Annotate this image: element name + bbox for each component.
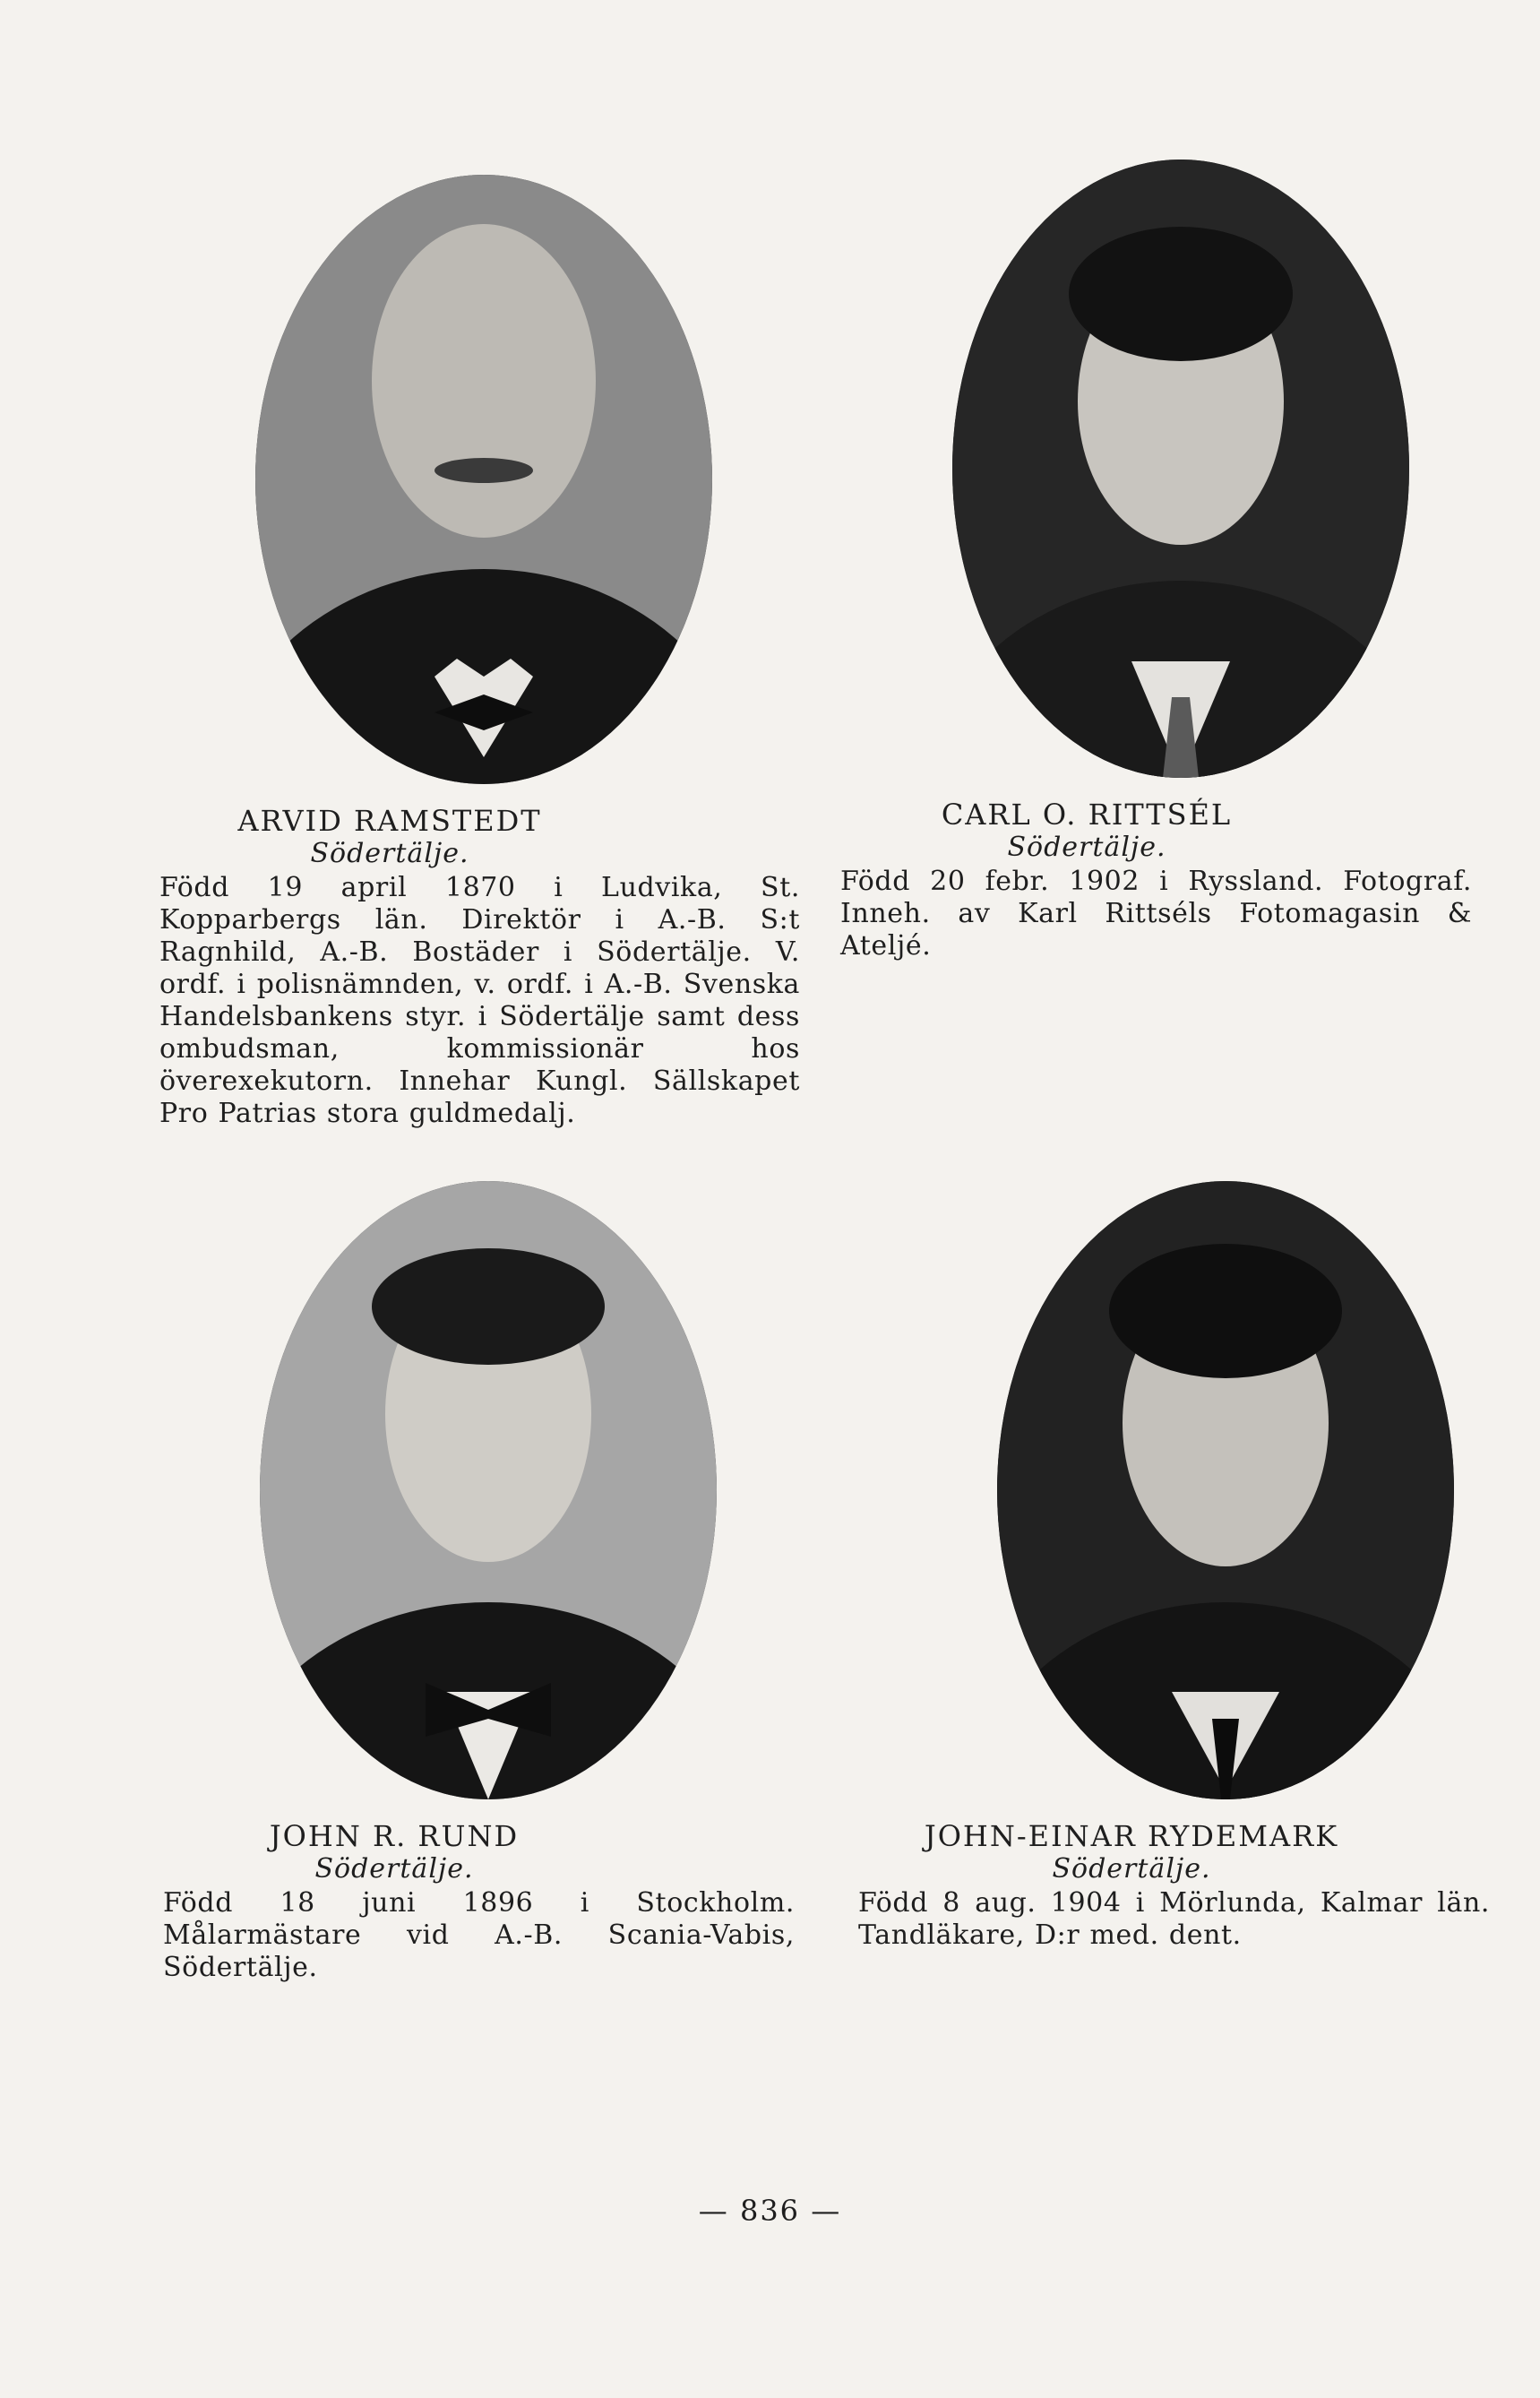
person-name: JOHN-EINAR RYDEMARK: [924, 1819, 1339, 1853]
portrait-photo: [255, 175, 712, 784]
entry-john-rund: [163, 1181, 811, 1984]
person-place: Södertälje.: [310, 838, 469, 869]
entry-arvid-ramstedt: [161, 175, 806, 1130]
person-bio: Född 18 juni 1896 i Stockholm. Målarmästare vid A.-B. Scania-Vabis, Södertälje.: [163, 1887, 795, 1983]
person-bio: Född 19 april 1870 i Ludvika, St. Kopparbergs län. Direktör i A.-B. S:t Ragnhild, A.-B. Bostäder i Södertälje. V. ordf. i polisnämnden, v. ordf. i A.-B. Svenska Handelsbankens styr. i Södertälje samt dess ombudsman, kommissionär hos överexekutorn. Innehar Kungl. Sällskapet Pro Patrias stora guldmedalj.: [159, 872, 800, 1129]
entry-carl-rittsel: [840, 160, 1503, 962]
person-name: CARL O. RITTSÉL: [941, 798, 1233, 832]
page-number: — 836 —: [698, 2194, 842, 2228]
portrait-photo: [952, 160, 1409, 778]
portrait-photo: [997, 1181, 1454, 1799]
portrait-photo: [260, 1181, 717, 1799]
person-name: JOHN R. RUND: [269, 1819, 520, 1853]
person-place: Södertälje.: [314, 1853, 474, 1885]
person-place: Södertälje.: [1007, 832, 1166, 863]
entry-john-einar-rydemark: [858, 1181, 1540, 1952]
person-bio: Född 8 aug. 1904 i Mörlunda, Kalmar län. Tandläkare, D:r med. dent.: [858, 1887, 1490, 1951]
person-place: Södertälje.: [1052, 1853, 1211, 1885]
person-name: ARVID RAMSTEDT: [237, 804, 542, 838]
person-bio: Född 20 febr. 1902 i Ryssland. Fotograf. Inneh. av Karl Rittséls Fotomagasin & Ateljé.: [840, 866, 1472, 962]
